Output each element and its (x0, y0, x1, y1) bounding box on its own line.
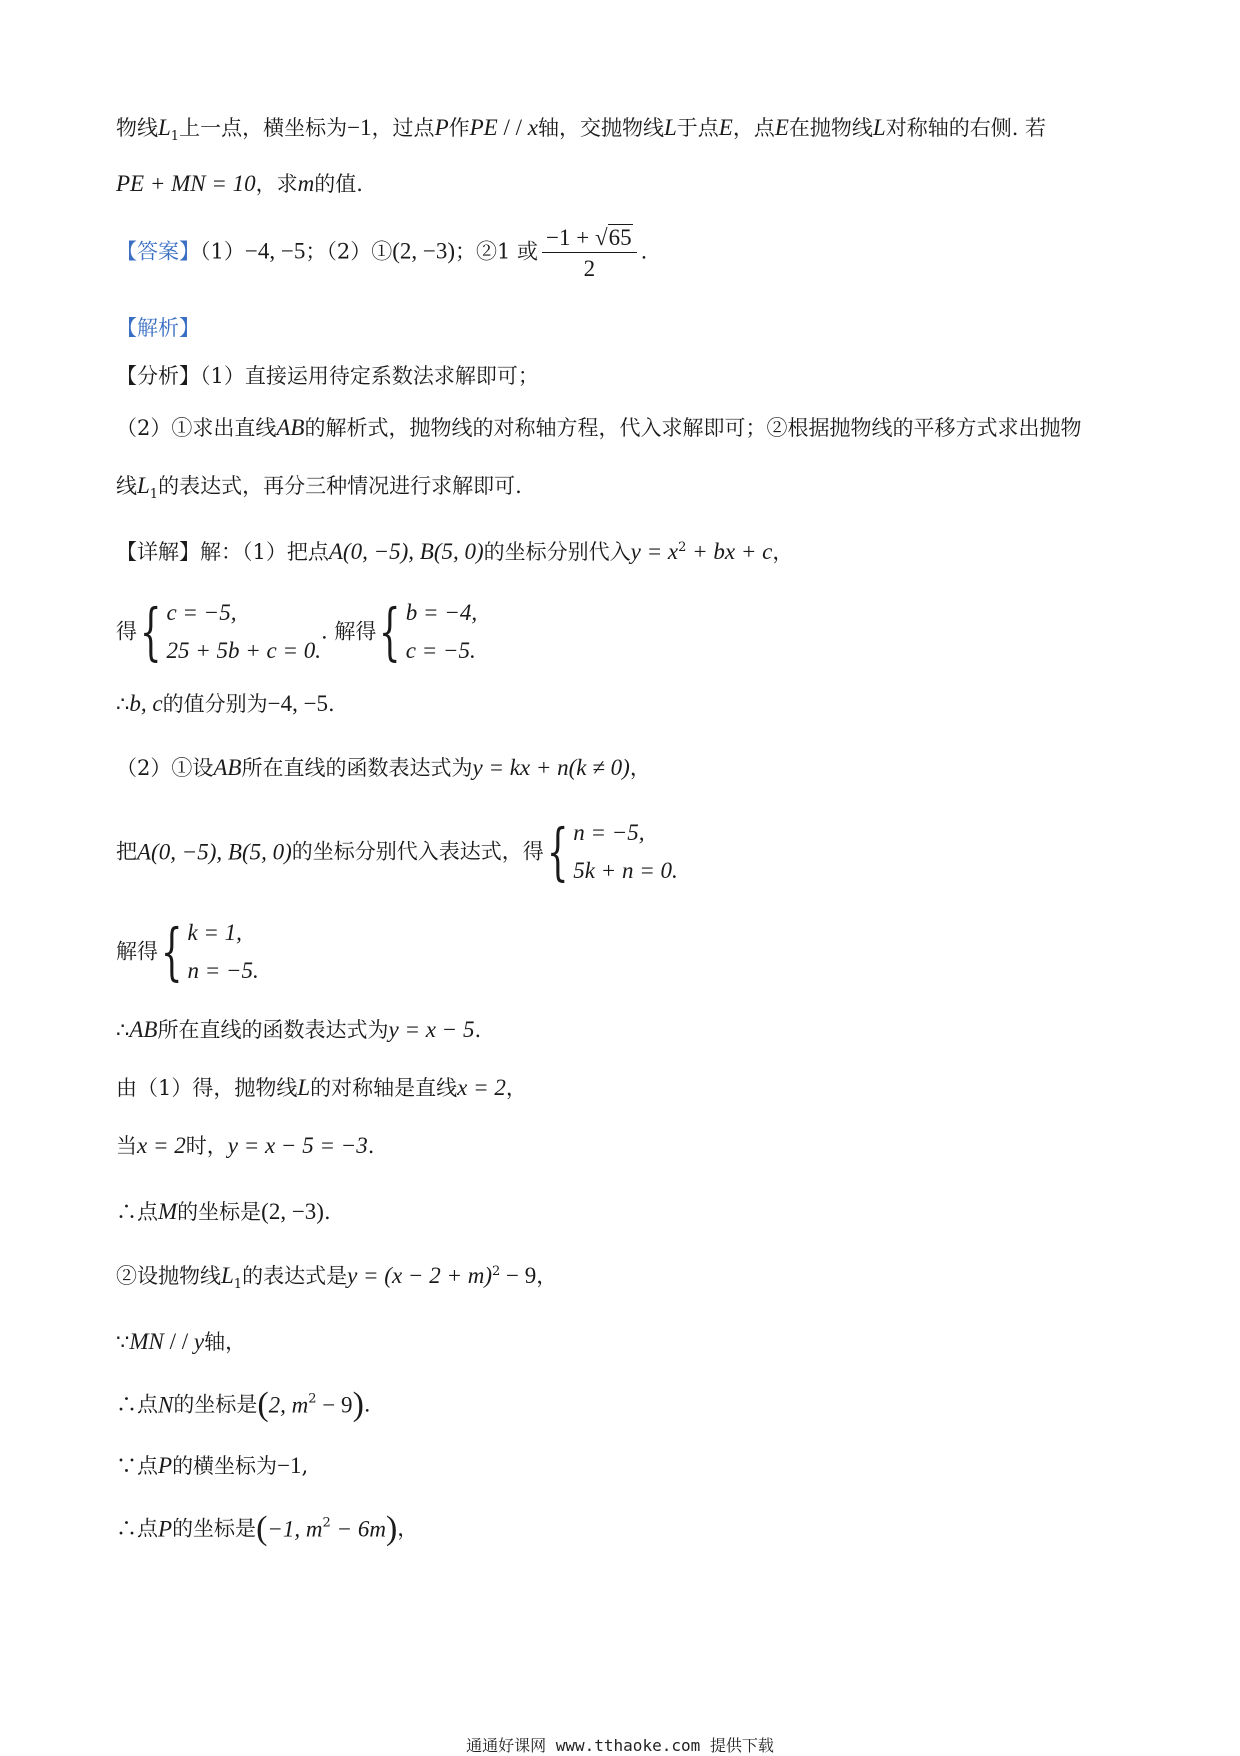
text: 所在直线的函数表达式为 (157, 1018, 389, 1042)
math-var: AB (276, 415, 305, 440)
text: 上一点，横坐标为 (179, 116, 348, 140)
text: 所在直线的函数表达式为 (241, 756, 473, 780)
math-equation: x = 2 (457, 1075, 506, 1100)
math-equation: y = kx + n(k ≠ 0) (472, 755, 630, 780)
math-var: L (297, 1075, 311, 1100)
math-equation: x = 2 (137, 1133, 186, 1158)
right-paren: ) (352, 1386, 364, 1423)
page-footer: 通通好课网 www.tthaoke.com 提供下载 (466, 1736, 774, 1755)
system-row: k = 1, (187, 920, 242, 945)
text: . (328, 692, 335, 716)
math-sub: 1 (233, 1277, 243, 1293)
left-paren: ( (257, 1386, 269, 1423)
equation-system: { b = −4, c = −5. (379, 595, 478, 668)
text-line (116, 1264, 557, 1291)
math-sup: 2 (322, 1515, 331, 1531)
text: 的坐标分别代入表达式，得 (291, 839, 544, 864)
text-line (116, 1134, 374, 1157)
system-row: c = −5. (405, 638, 476, 663)
text-line (116, 1388, 371, 1422)
text: . 解得 (320, 619, 377, 644)
math-var: E (718, 115, 733, 140)
text: 物线 (116, 116, 158, 140)
text: ， (629, 756, 651, 780)
math-sup: 2 (492, 1264, 501, 1279)
system-row: 25 + 5b + c = 0. (166, 638, 321, 663)
math-var: L (663, 115, 677, 140)
text-line (116, 1076, 527, 1099)
text-line (116, 116, 1046, 143)
math-var: P (158, 1453, 173, 1478)
text: 得 (116, 619, 137, 644)
math-var: PE (469, 115, 498, 140)
math-var: P (158, 1516, 173, 1542)
text-line (116, 540, 793, 563)
math-equation: PE + MN = 10 (116, 171, 256, 196)
text: （1） (200, 239, 245, 264)
text: ∴点 (116, 1516, 158, 1541)
text: . (474, 1018, 482, 1042)
text: ；②1 或 (455, 239, 539, 264)
text: 作 (448, 116, 470, 140)
therefore-symbol: ∴ (116, 692, 130, 716)
math-var: AB (129, 1017, 158, 1042)
math-var: AB (213, 755, 242, 780)
text: 轴，交抛物线 (537, 116, 664, 140)
text-line (116, 1512, 418, 1546)
text: （1）直接运用待定系数法求解即可； (200, 364, 539, 388)
math: 2, m (268, 1392, 309, 1418)
math: −4, −5 (267, 691, 329, 716)
text: ， (397, 1516, 419, 1541)
because-symbol: ∵点 (116, 1454, 158, 1478)
text: 的值. (314, 172, 363, 196)
math: / / (163, 1329, 194, 1354)
text: ∴点 (116, 1200, 158, 1224)
text: 的坐标是 (173, 1392, 258, 1417)
text: 对称轴的右侧. 若 (885, 116, 1047, 140)
text: 的坐标是 (177, 1200, 262, 1224)
text: ， (505, 1076, 527, 1100)
text: 的对称轴是直线 (310, 1076, 458, 1100)
system-row: c = −5, (166, 600, 237, 625)
text: ∴点 (116, 1392, 158, 1417)
left-paren: ( (256, 1510, 268, 1547)
text-line (116, 366, 539, 387)
system-row: n = −5, (573, 820, 645, 845)
text: ，求 (255, 172, 298, 196)
math: / / (497, 115, 528, 140)
math: (2, −3) (392, 238, 455, 264)
math: −1, m (267, 1516, 323, 1542)
text: 的值分别为 (162, 692, 268, 716)
text: ②设抛物线 (116, 1264, 221, 1288)
text: 时， (185, 1134, 228, 1158)
text: . (640, 239, 648, 264)
detail-tag: 【详解】 (116, 540, 200, 564)
text: . (323, 1200, 331, 1224)
text-line (116, 756, 651, 779)
text: 的坐标分别代入 (483, 540, 631, 564)
system-row: b = −4, (405, 600, 478, 625)
text: ；（2）① (305, 239, 393, 264)
math: − 6m (330, 1516, 386, 1542)
text: ，过点 (371, 116, 435, 140)
radicand: 65 (608, 225, 632, 250)
math: −4, −5 (244, 238, 306, 264)
text: ，点 (732, 116, 775, 140)
text: 由（1）得，抛物线 (116, 1076, 298, 1100)
math: −1 (347, 115, 372, 140)
text-line (116, 416, 1081, 439)
text: ， (772, 540, 794, 564)
text: （2）①求出直线 (116, 416, 277, 440)
fraction-numerator: −1 + (546, 225, 595, 250)
equation-system: { k = 1, n = −5. (160, 915, 259, 988)
text-line (116, 1200, 331, 1223)
text: 当 (116, 1134, 137, 1158)
math: −1 (277, 1453, 302, 1478)
text: 的表达式是 (242, 1264, 348, 1288)
text-line (116, 474, 522, 501)
math-var: E (774, 115, 789, 140)
text: . (363, 1392, 371, 1417)
math-equation: y = x − 5 = −3 (227, 1133, 368, 1158)
math-equation: y = x − 5 (388, 1017, 475, 1042)
math-var: b, c (129, 691, 163, 716)
math-var: L (137, 473, 150, 498)
text: . (367, 1134, 375, 1158)
text: 的表达式，再分三种情况进行求解即可. (158, 474, 522, 498)
math: A(0, −5), B(5, 0) (137, 839, 292, 865)
math: − 9 (316, 1392, 353, 1418)
text-line (116, 914, 259, 990)
math-var: N (158, 1392, 174, 1418)
math: A(0, −5), B(5, 0) (328, 539, 484, 564)
text-line (116, 1018, 481, 1041)
text-line (116, 692, 335, 715)
analysis-tag: 【分析】 (116, 364, 200, 388)
math-sub: 1 (170, 129, 180, 145)
text: 轴， (204, 1330, 247, 1354)
math-var: MN (129, 1329, 164, 1354)
text: ， (536, 1264, 558, 1288)
math-equation: y = (x − 2 + m) (347, 1263, 492, 1288)
math-sup: 2 (678, 540, 687, 555)
text-line (116, 1330, 246, 1353)
text: 把 (116, 839, 137, 864)
text: 解：（1）把点 (200, 540, 329, 564)
math-var: y (193, 1329, 205, 1354)
text: 在抛物线 (788, 116, 873, 140)
fraction-denominator: 2 (583, 256, 596, 281)
math-var: M (158, 1199, 178, 1224)
text: 的坐标是 (172, 1516, 257, 1541)
answer-line (116, 226, 647, 280)
text: 的横坐标为 (172, 1454, 278, 1478)
section-tag-jiexi: 【解析】 (116, 316, 200, 340)
text: , (301, 1454, 309, 1478)
fraction: $\frac{-1 + √65}{2}$ (542, 226, 637, 280)
math-var: x (527, 115, 538, 140)
text: 的解析式，抛物线的对称轴方程，代入求解即可；②根据抛物线的平移方式求出抛物 (304, 416, 1082, 440)
system-row: 5k + n = 0. (573, 858, 678, 883)
system-row: n = −5. (187, 958, 259, 983)
math-var: L (158, 115, 171, 140)
text-line (116, 172, 363, 195)
answer-tag: 【答案】 (116, 239, 200, 264)
math-sup: 2 (308, 1391, 317, 1407)
math-var: P (434, 115, 449, 140)
therefore-symbol: ∴ (116, 1018, 130, 1042)
text-line (116, 1454, 308, 1477)
text: 解得 (116, 939, 158, 964)
math-sub: 1 (149, 487, 159, 503)
math-equation: − 9 (500, 1263, 537, 1288)
text-line (116, 814, 678, 890)
text: 于点 (676, 116, 719, 140)
math-var: L (221, 1263, 234, 1288)
math-equation: y = x (630, 539, 679, 564)
math: (2, −3) (261, 1199, 324, 1224)
math-equation: + bx + c (686, 539, 773, 564)
math-var: m (297, 171, 315, 196)
text-line (116, 594, 477, 670)
equation-system: { c = −5, 25 + 5b + c = 0. (139, 595, 321, 668)
equation-system: { n = −5, 5k + n = 0. (546, 815, 678, 888)
because-symbol: ∵ (116, 1330, 130, 1354)
right-paren: ) (385, 1510, 398, 1547)
math-var: L (872, 115, 886, 140)
text: 线 (116, 474, 137, 498)
text: （2）①设 (116, 756, 214, 780)
